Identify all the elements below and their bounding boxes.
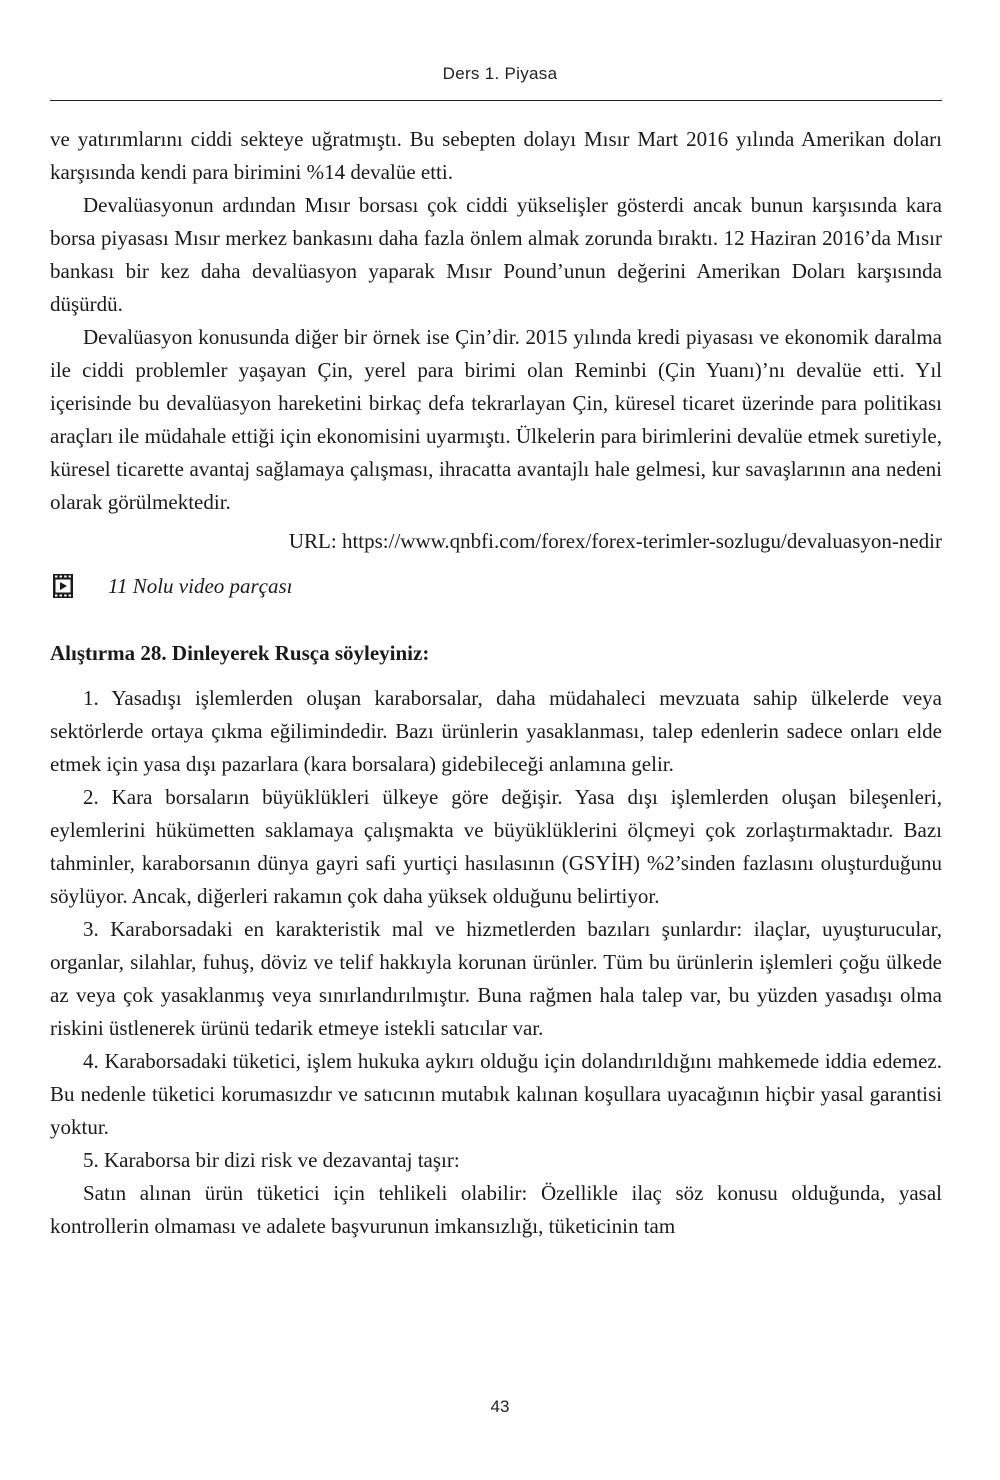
paragraph: Devalüasyonun ardından Mısır borsası çok ciddi yükselişler gösterdi ancak bunun karşısında kara borsa piyasası Mısır merkez bankasını daha fazla önlem almak zorunda bıraktı. 12 Haziran 2016’da Mısır bankası bir kez daha devalüasyon yaparak Mısır Pound’unun değerini Amerikan Doları karşısında düşürdü. — [50, 193, 942, 316]
paragraph: Devalüasyon konusunda diğer bir örnek ise Çin’dir. 2015 yılında kredi piyasası ve ekonomik daralma ile ciddi problemler yaşayan Çin, yerel para birimi olan Reminbi (Çin Yuanı)’nı devalüe etti. Yıl içerisinde bu devalüasyon hareketini birkaç defa tekrarlayan Çin, küresel ticaret üzerinde para politikası araçları ile müdahale ettiği için ekonomisini uyarmıştı. Ülkelerin para birimlerini devalüe etmek suretiyle, küresel ticarette avantaj sağlamaya çalışması, ihracatta avantajlı hale gelmesi, kur savaşlarının ana nedeni olarak görülmektedir. — [50, 325, 942, 514]
paragraph: ve yatırımlarını ciddi sekteye uğratmıştı. Bu sebepten dolayı Mısır Mart 2016 yılında Amerikan doları karşısında kendi para birimini %14 devalüe etti. — [50, 127, 942, 184]
exercise-item: 1. Yasadışı işlemlerden oluşan karaborsalar, daha müdahaleci mevzuata sahip ülkelerde veya sektörlerde ortaya çıkma eğilimindedir. Bazı ürünlerin yasaklanması, talep edenlerin sadece onları elde etmek için yasa dışı pazarlara (kara borsalara) gidebileceği anlamına gelir. — [50, 686, 942, 776]
running-header: Ders 1. Piyasa — [442, 64, 558, 83]
page-number: 43 — [490, 1397, 510, 1416]
exercise-item: 3. Karaborsadaki en karakteristik mal ve hizmetlerden bazıları şunlardır: ilaçlar, uyuşturucular, organlar, silahlar, fuhuş, döviz ve telif hakkıyla korunan ürünler. Tüm bu ürünlerin işlemleri çoğu ülkede az veya çok yasaklanmış veya sınırlandırılmıştır. Buna rağmen hala talep var, bu yüzden yasadışı olma riskini üstlenerek ürünü tedarik etmeye istekli satıcılar var. — [50, 917, 942, 1040]
exercise-item: 2. Kara borsaların büyüklükleri ülkeye göre değişir. Yasa dışı işlemlerden oluşan bileşenleri, eylemlerini hükümetten saklamaya çalışmakta ve büyüklüklerini ölçmeyi çok zorlaştırmaktadır. Bazı tahminler, karaborsanın dünya gayri safi yurtiçi hasılasının (GSYİH) %2’sinden fazlasını oluşturduğunu söylüyor. Ancak, diğerleri rakamın çok daha yüksek olduğunu belirtiyor. — [50, 785, 942, 908]
video-reference — [50, 569, 942, 603]
page-body — [50, 123, 942, 1243]
source-url: URL: https://www.qnbfi.com/forex/forex-terimler-sozlugu/devaluasyon-nedir — [288, 529, 942, 553]
exercise-item: Satın alınan ürün tüketici için tehlikeli olabilir: Özellikle ilaç söz konusu olduğunda, yasal kontrollerin olmaması ve adalete başvurunun imkansızlığı, tüketicinin tam — [50, 1181, 942, 1238]
exercise-item: 5. Karaborsa bir dizi risk ve dezavantaj taşır: — [83, 1148, 460, 1172]
video-film-icon — [52, 573, 74, 599]
exercise-item: 4. Karaborsadaki tüketici, işlem hukuka aykırı olduğu için dolandırıldığını mahkemede iddia edemez. Bu nedenle tüketici korumasızdır ve satıcının mutabık kalınan koşullara uyacağının hiçbir yasal garantisi yoktur. — [50, 1049, 942, 1139]
exercise-title: Alıştırma 28. Dinleyerek Rusça söyleyiniz: — [50, 641, 430, 665]
video-label: 11 Nolu video parçası — [108, 573, 293, 598]
header-rule — [50, 100, 942, 101]
